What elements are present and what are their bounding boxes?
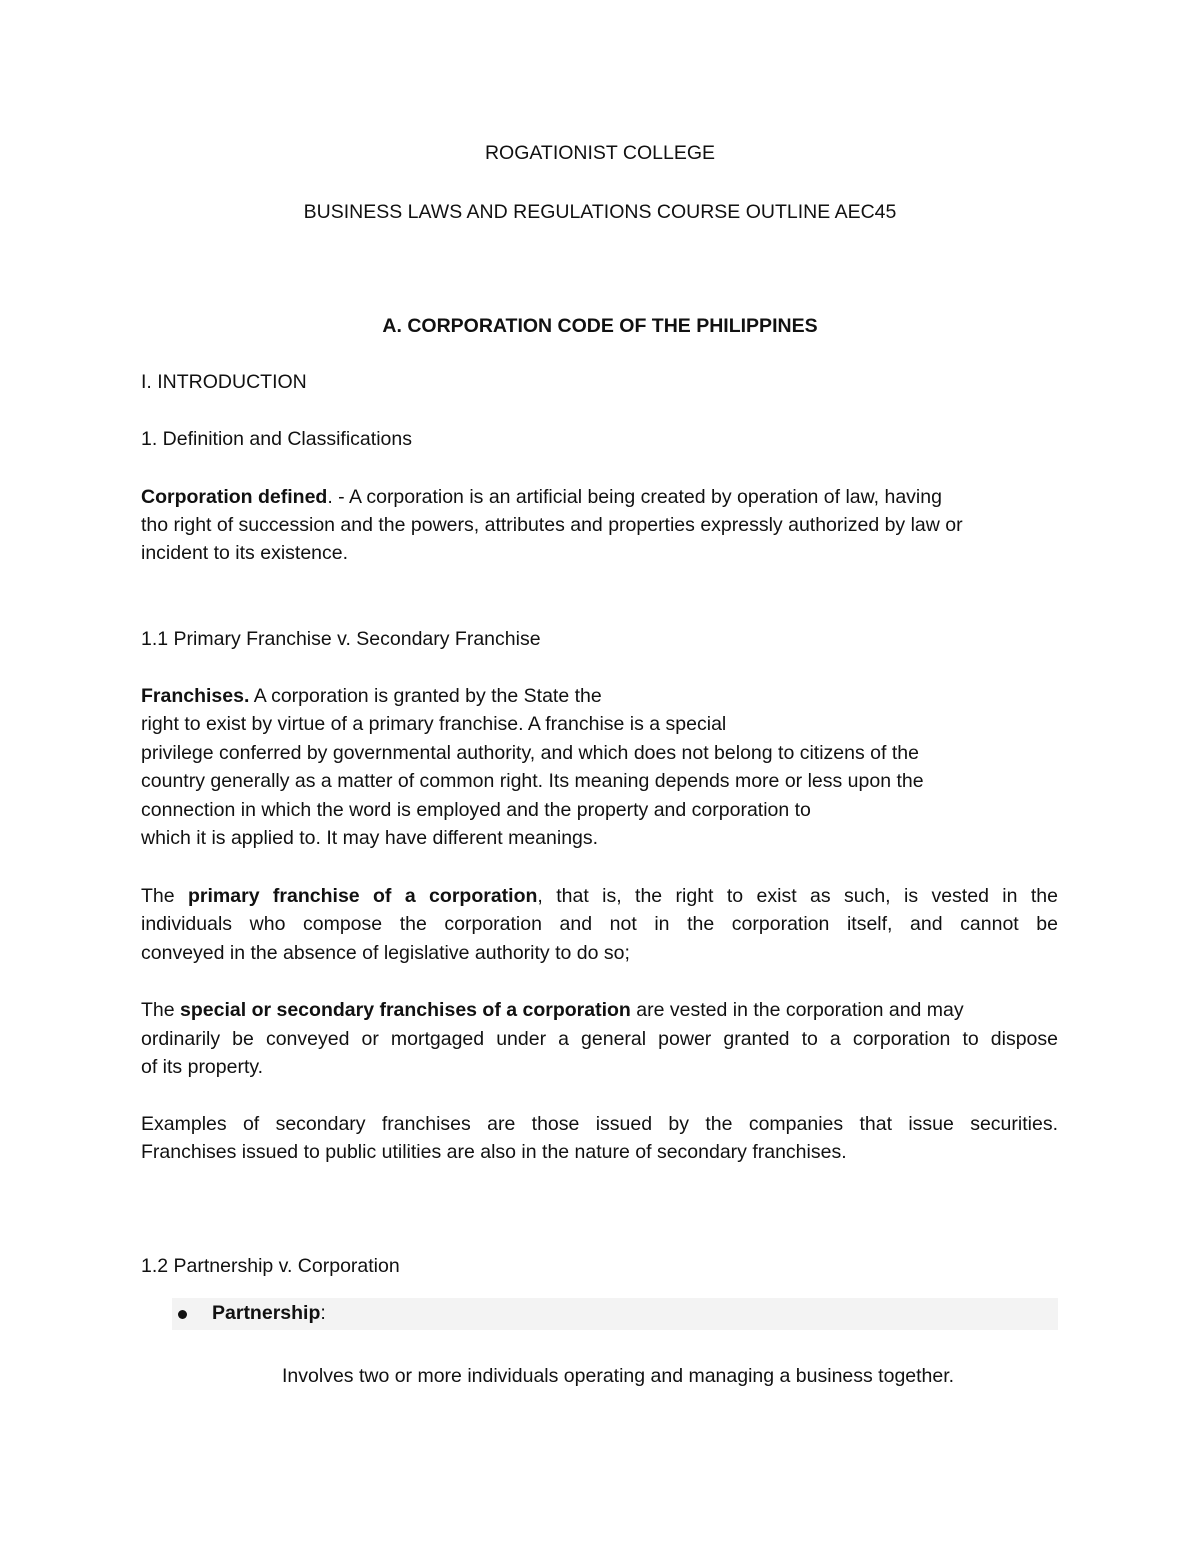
corp-defined-line: tho right of succession and the powers, attributes and properties expressly authorized by law or bbox=[141, 514, 963, 536]
secondary-line: The special or secondary franchises of a corporation are vested in the corporation and may bbox=[141, 999, 964, 1021]
corp-defined-term: Corporation defined bbox=[141, 486, 328, 508]
institution-name: ROGATIONIST COLLEGE bbox=[484, 142, 716, 164]
list-item: Partnership: bbox=[212, 1302, 326, 1324]
primary-line: individuals who compose the corporation and not in the corporation itself, and cannot be bbox=[141, 913, 1058, 935]
examples-line: Examples of secondary franchises are those issued by the companies that issue securities. bbox=[141, 1113, 1058, 1135]
intro-heading: I. INTRODUCTION bbox=[141, 371, 307, 393]
primary-line: The primary franchise of a corporation, that is, the right to exist as such, is vested in the bbox=[141, 885, 1058, 907]
franchises-line: right to exist by virtue of a primary franchise. A franchise is a special bbox=[141, 713, 727, 735]
subsection-heading: 1. Definition and Classifications bbox=[141, 428, 412, 450]
franchises-line: country generally as a matter of common right. Its meaning depends more or less upon the bbox=[141, 770, 924, 792]
subsection-heading: 1.2 Partnership v. Corporation bbox=[141, 1255, 400, 1277]
section-title: A. CORPORATION CODE OF THE PHILIPPINES bbox=[382, 315, 818, 337]
franchises-line: connection in which the word is employed and the property and corporation to bbox=[141, 799, 811, 821]
course-title: BUSINESS LAWS AND REGULATIONS COURSE OUTLINE AEC45 bbox=[303, 201, 897, 223]
corp-defined-line: incident to its existence. bbox=[141, 542, 349, 564]
primary-term: primary franchise of a corporation bbox=[188, 885, 538, 907]
subsection-heading: 1.1 Primary Franchise v. Secondary Franchise bbox=[141, 628, 541, 650]
primary-line: conveyed in the absence of legislative authority to do so; bbox=[141, 942, 630, 964]
partnership-description: Involves two or more individuals operating and managing a business together. bbox=[282, 1365, 955, 1387]
bullet-icon bbox=[178, 1310, 187, 1319]
secondary-line: of its property. bbox=[141, 1056, 264, 1078]
secondary-term: special or secondary franchises of a corporation bbox=[180, 999, 631, 1021]
franchises-term: Franchises. bbox=[141, 685, 250, 707]
examples-line: Franchises issued to public utilities are also in the nature of secondary franchises. bbox=[141, 1141, 847, 1163]
secondary-line: ordinarily be conveyed or mortgaged under a general power granted to a corporation to dispose bbox=[141, 1028, 1058, 1050]
corp-defined-line: Corporation defined. - A corporation is an artificial being created by operation of law, having bbox=[141, 486, 942, 508]
partnership-term: Partnership bbox=[212, 1302, 321, 1324]
franchises-line: privilege conferred by governmental authority, and which does not belong to citizens of the bbox=[141, 742, 919, 764]
franchises-line: Franchises. A corporation is granted by the State the bbox=[141, 685, 602, 707]
franchises-line: which it is applied to. It may have different meanings. bbox=[141, 827, 599, 849]
